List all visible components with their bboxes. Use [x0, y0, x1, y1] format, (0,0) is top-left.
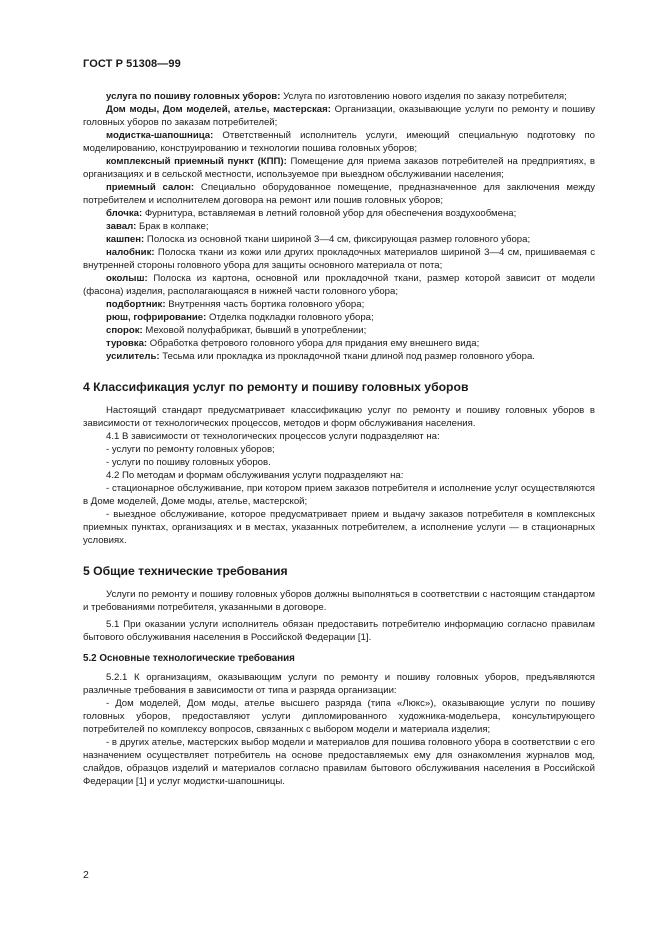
- paragraph: - в других ателье, мастерских выбор модели и материалов для пошива головного убора в соответствии с его назначением осуществляет потребитель на основе предоставляемых ему для ознакомления журналов мод, слайдов, образцов изделий и материалов согласно правилам бытового обслуживания населения в Российской Федерации [1] и услуг модистки-шапошницы.: [83, 737, 595, 787]
- definition-term: спорок:: [106, 325, 143, 336]
- page-number: 2: [83, 869, 89, 881]
- definition-item: [83, 324, 595, 337]
- definition-term: подбортник:: [106, 299, 166, 310]
- definition-text: Полоска из основной ткани шириной 3—4 см, фиксирующая размер головного убора;: [144, 234, 531, 245]
- paragraph: - стационарное обслуживание, при котором прием заказов потребителя и исполнение услуг осуществляются в Доме моделей, Доме моды, ателье, мастерской;: [83, 483, 595, 507]
- definition-item: [83, 155, 595, 181]
- section-5-body: [83, 588, 595, 644]
- definitions-list: [83, 90, 595, 363]
- definition-term: околыш:: [106, 273, 148, 284]
- section-4-body: [83, 404, 595, 547]
- paragraph: - Дом моделей, Дом моды, ателье высшего разряда (типа «Люкс»), оказывающие услуги по пошиву головных уборов, предоставляют услуги дипломированного художника-модельера, консультирующего потребителей по комплексу вопросов, связанных с выбором модели и материала изделия;: [83, 698, 595, 735]
- definition-text: Помещение для приема заказов потребителей на предприятиях, в организациях и в сельской местности, используемое при выездном обслуживании населения;: [83, 156, 595, 180]
- paragraph: - выездное обслуживание, которое предусматривает прием и выдачу заказов потребителя в комплексных приемных пунктах, организациях и в местах, указанных потребителем, а исполнение услуги — в стационарных условиях.: [83, 509, 595, 546]
- definition-item: [83, 129, 595, 155]
- definition-term: налобник:: [106, 247, 155, 258]
- definition-text: Специально оборудованное помещение, предназначенное для заключения между потребителем и исполнителем договора на ремонт или пошив головных уборов;: [83, 182, 596, 206]
- definition-item: [83, 90, 595, 103]
- definition-item: [83, 207, 595, 220]
- document-code-header: ГОСТ Р 51308—99: [83, 58, 181, 70]
- subsection-5-2-title: 5.2 Основные технологические требования: [83, 653, 295, 664]
- definition-term: рюш, гофрирование:: [106, 312, 207, 323]
- definition-text: Полоска из картона, основной или прокладочной ткани, размер которой зависит от модели (фасона) изделия, располагающаяся в нижней части головного убора;: [83, 273, 595, 297]
- definition-term: приемный салон:: [106, 182, 195, 193]
- definition-text: Брак в колпаке;: [136, 221, 209, 232]
- definition-text: Организации, оказывающие услуги по ремонту и пошиву головных уборов по заказам потребителей;: [83, 104, 595, 128]
- definition-term: комплексный приемный пункт (КПП):: [106, 156, 287, 167]
- paragraph: 4.2 По методам и формам обслуживания услуги подразделяют на:: [106, 470, 404, 481]
- definition-term: усилитель:: [106, 351, 160, 362]
- definition-text: Услуга по изготовлению нового изделия по заказу потребителя;: [280, 91, 567, 102]
- definition-item: [83, 272, 595, 298]
- definition-text: Полоска ткани из кожи или других прокладочных материалов шириной 3—4 см, пришиваемая с внутренней стороны головного убора для защиты основного материала от пота;: [83, 247, 595, 271]
- definition-term: услуга по пошиву головных уборов:: [106, 91, 281, 102]
- section-4-title: 4 Классификация услуг по ремонту и пошиву головных уборов: [83, 380, 469, 394]
- section-5-title: 5 Общие технические требования: [83, 564, 288, 578]
- paragraph: 4.1 В зависимости от технологических процессов услуги подразделяют на:: [106, 431, 440, 442]
- definition-text: Отделка подкладки головного убора;: [206, 312, 374, 323]
- paragraph: Настоящий стандарт предусматривает классификацию услуг по ремонту и пошиву головных уборов в зависимости от технологических процессов, методов и форм обслуживания населения.: [83, 405, 595, 429]
- definition-term: Дом моды, Дом моделей, ателье, мастерская:: [106, 104, 331, 115]
- definition-text: Ответственный исполнитель услуги, имеющий специальную подготовку по моделированию, конструированию и технологии пошива головных уборов;: [83, 130, 595, 154]
- subsection-5-2-body: [83, 671, 595, 788]
- definition-text: Обработка фетрового головного убора для придания ему внешнего вида;: [147, 338, 480, 349]
- definition-item: [83, 337, 595, 350]
- definition-item: [83, 298, 595, 311]
- definition-item: [83, 246, 595, 272]
- document-body: [83, 90, 595, 788]
- definition-text: Фурнитура, вставляемая в летний головной убор для обеспечения воздухообмена;: [142, 208, 517, 219]
- definition-term: блочка:: [106, 208, 143, 219]
- definition-item: [83, 181, 595, 207]
- definition-item: [83, 220, 595, 233]
- definition-item: [83, 233, 595, 246]
- definition-text: Тесьма или прокладка из прокладочной ткани длиной под размер головного убора.: [159, 351, 535, 362]
- paragraph: - услуги по ремонту головных уборов;: [106, 444, 275, 455]
- paragraph: - услуги по пошиву головных уборов.: [106, 457, 271, 468]
- paragraph: 5.2.1 К организациям, оказывающим услуги по ремонту и пошиву головных уборов, предъявляются различные требования в зависимости от типа и разряда организации:: [83, 672, 595, 696]
- definition-term: туровка:: [106, 338, 148, 349]
- definition-item: [83, 103, 595, 129]
- paragraph: 5.1 При оказании услуги исполнитель обязан предоставить потребителю информацию согласно правилам бытового обслуживания населения в Российской Федерации [1].: [83, 619, 595, 643]
- definition-term: кашпен:: [106, 234, 145, 245]
- definition-text: Внутренняя часть бортика головного убора;: [165, 299, 365, 310]
- definition-item: [83, 350, 595, 363]
- paragraph: Услуги по ремонту и пошиву головных уборов должны выполняться в соответствии с настоящим стандартом и требованиями потребителя, указанными в договоре.: [83, 589, 595, 613]
- definition-text: Меховой полуфабрикат, бывший в употреблении;: [142, 325, 367, 336]
- definition-term: завал:: [106, 221, 137, 232]
- definition-term: модистка-шапошница:: [106, 130, 214, 141]
- definition-item: [83, 311, 595, 324]
